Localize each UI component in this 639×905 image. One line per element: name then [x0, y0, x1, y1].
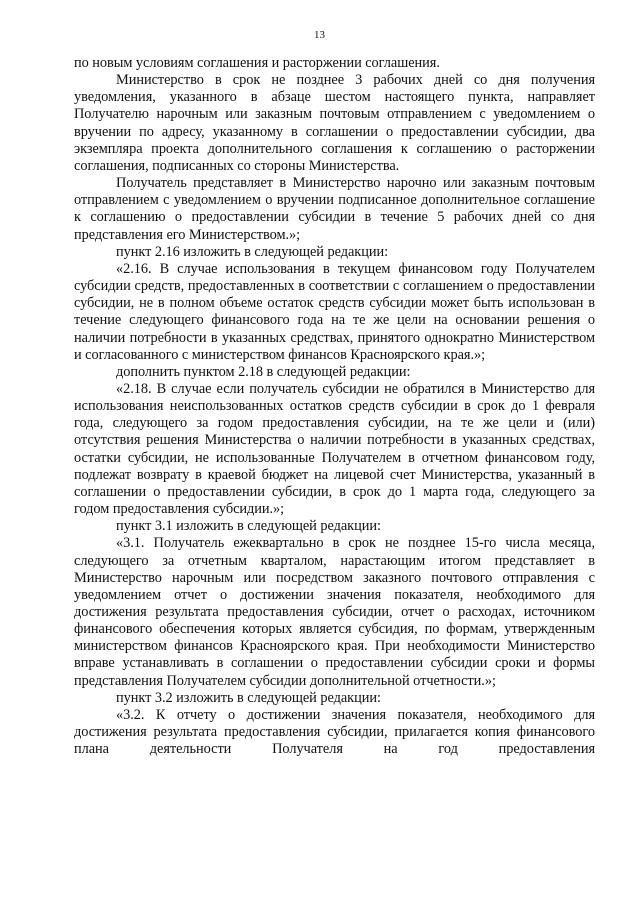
paragraph-amend-3-2: пункт 3.2 изложить в следующей редакции: — [116, 689, 381, 706]
paragraph-clause-2-18: «2.18. В случае если получатель субсидии не обратился в Министерство для использования неиспользованных остатков средств субсидии в срок до 1 февраля года, следующего за годом предоставления субсидии, на те же цели и (или) отсутствия решения Министерства о наличии потребности в указанных средствах, остатки субсидии, не использованные Получателем в отчетном финансовом году, подлежат возврату в краевой бюджет на лицевой счет Министерства, указанный в соглашении о предоставлении субсидии, в срок до 1 марта года, следующего за годом предоставления субсидии.»; — [74, 380, 595, 518]
paragraph-clause-2-16: «2.16. В случае использования в текущем финансовом году Получателем субсидии средств, предоставленных в соответствии с соглашением о предоставлении субсидии, не в полном объеме остаток средств субсидии может быть использован в течение следующего финансового года на те же цели на основании решения о наличии потребности в указанных средствах, принятого однократно Министерством и согласованного с министерством финансов Красноярского края.»; — [74, 260, 595, 363]
paragraph-amend-3-1: пункт 3.1 изложить в следующей редакции: — [116, 518, 381, 535]
paragraph-continuation: по новым условиям соглашения и расторжении соглашения. — [74, 55, 440, 71]
document-body — [74, 55, 595, 758]
paragraph-clause-3-1: «3.1. Получатель ежеквартально в срок не позднее 15-го числа месяца, следующего за отчетным кварталом, нарастающим итогом представляет в Министерство нарочным или посредством заказного почтового отправления с уведомлением отчет о достижении значения показателя, необходимого для достижения результата предоставления субсидии, отчет о расходах, источником финансового обеспечения которых является субсидия, по формам, утвержденным министерством финансов Красноярского края. При необходимости Министерство вправе устанавливать в соглашении о предоставлении субсидии сроки и формы представления Получателем субсидии дополнительной отчетности.»; — [74, 535, 595, 689]
paragraph-recipient-submits: Получатель представляет в Министерство нарочно или заказным почтовым отправлением с уведомлением о вручении подписанное дополнительное соглашение к соглашению о предоставлении субсидии в течение 5 рабочих дней со дня представления его Министерством.»; — [74, 175, 595, 243]
page-number: 13 — [314, 29, 325, 41]
paragraph-add-2-18: дополнить пунктом 2.18 в следующей редакции: — [116, 363, 411, 380]
paragraph-amend-2-16: пункт 2.16 изложить в следующей редакции: — [116, 243, 389, 260]
paragraph-ministry-notice: Министерство в срок не позднее 3 рабочих дней со дня получения уведомления, указанного в абзаце шестом настоящего пункта, направляет Получателю нарочным или заказным почтовым отправлением с уведомлением о вручении по адресу, указанному в соглашении о предоставлении субсидии, два экземпляра проекта дополнительного соглашения к соглашению о расторжении соглашения, подписанных со стороны Министерства. — [74, 72, 595, 174]
paragraph-clause-3-2: «3.2. К отчету о достижении значения показателя, необходимого для достижения результата предоставления субсидии, прилагается копия финансового плана деятельности Получателя на год предоставления — [74, 706, 595, 758]
